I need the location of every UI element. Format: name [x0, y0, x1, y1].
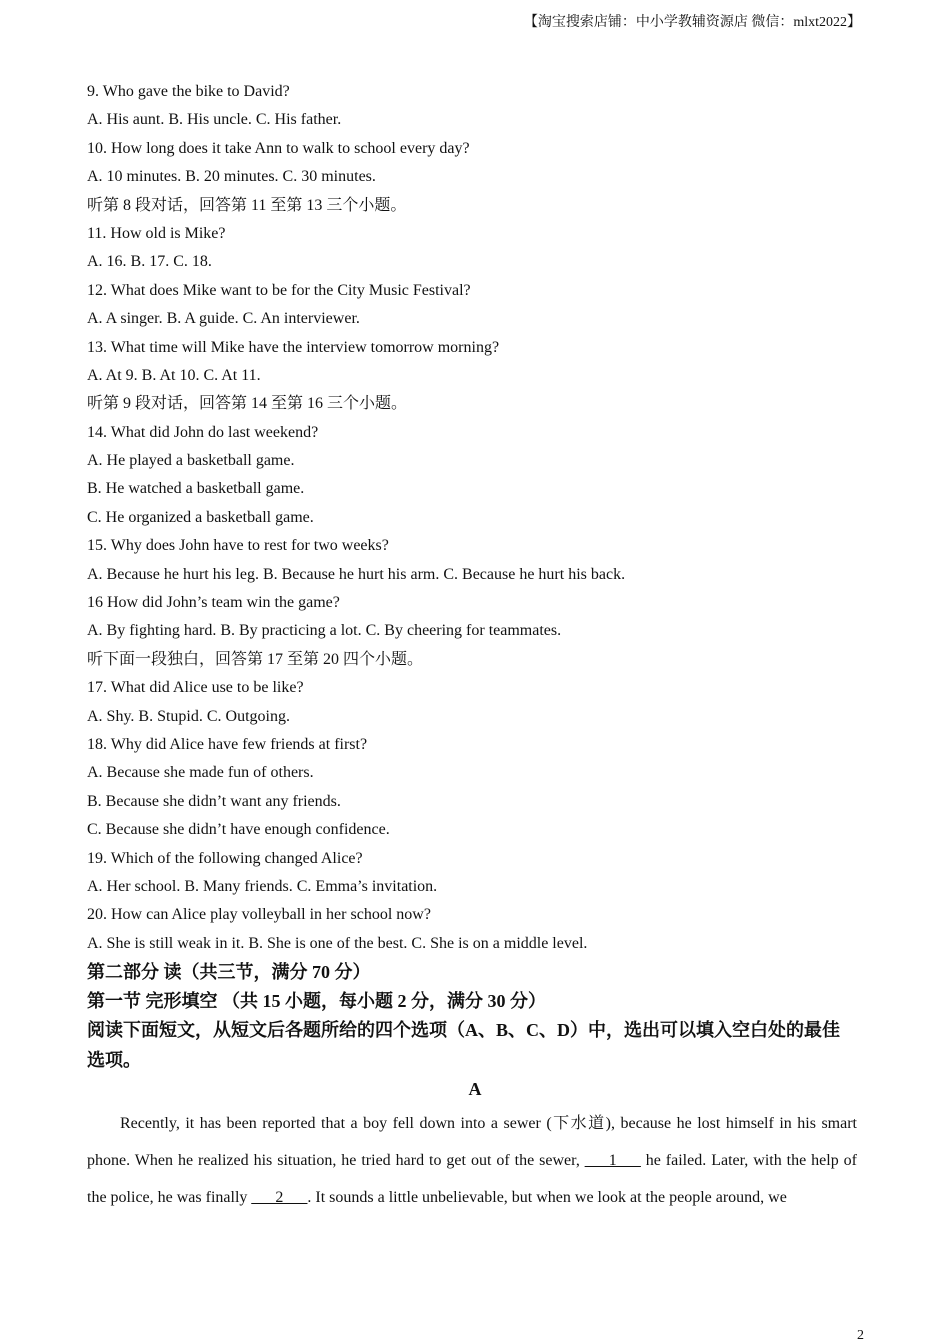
question-18: 18. Why did Alice have few friends at first?: [87, 735, 368, 753]
options-13: A. At 9. B. At 10. C. At 11.: [87, 366, 261, 384]
blank-2: ___2___: [251, 1189, 308, 1207]
document-body: [87, 78, 867, 1216]
instruction-dialogue-9: 听第 9 段对话，回答第 14 至第 16 三个小题。: [87, 395, 408, 413]
option-18b: B. Because she didn’t want any friends.: [87, 792, 341, 810]
question-11: 11. How old is Mike?: [87, 224, 226, 242]
cloze-instruction: 阅读下面短文，从短文后各题所给的四个选项（A、B、C、D）中，选出可以填入空白处的最佳选项。: [87, 1020, 840, 1070]
shop-info-header: 【淘宝搜索店铺：中小学教辅资源店 微信：mlxt2022】: [523, 15, 861, 30]
passage-text-2: he failed. Later, with the help of the police, he was finally: [87, 1152, 858, 1207]
option-14c: C. He organized a basketball game.: [87, 508, 314, 526]
blank-1: ___1___: [584, 1152, 641, 1170]
question-15: 15. Why does John have to rest for two weeks?: [87, 537, 389, 555]
option-18c: C. Because she didn’t have enough confidence.: [87, 821, 390, 839]
cloze-section-title: 第一节 完形填空 （共 15 小题，每小题 2 分，满分 30 分）: [87, 991, 546, 1012]
question-12: 12. What does Mike want to be for the City Music Festival?: [87, 281, 471, 299]
option-14b: B. He watched a basketball game.: [87, 480, 305, 498]
instruction-monologue: 听下面一段独白，回答第 17 至第 20 四个小题。: [87, 650, 424, 668]
options-20: A. She is still weak in it. B. She is one of the best. C. She is on a middle level.: [87, 934, 588, 952]
passage-text-1: Recently, it has been reported that a boy fell down into a sewer (下水道), because he lost himself in his smart phone. When he realized his situation, he tried hard to get out of the sewer,: [87, 1115, 857, 1170]
part-two-title: 第二部分 读（共三节，满分 70 分）: [87, 962, 371, 983]
passage-text-3: . It sounds a little unbelievable, but when we look at the people around, we: [307, 1189, 787, 1207]
options-9: A. His aunt. B. His uncle. C. His father.: [87, 111, 342, 129]
option-18a: A. Because she made fun of others.: [87, 764, 314, 782]
question-20: 20. How can Alice play volleyball in her school now?: [87, 906, 431, 924]
question-13: 13. What time will Mike have the interview tomorrow morning?: [87, 338, 500, 356]
option-14a: A. He played a basketball game.: [87, 452, 295, 470]
question-16: 16 How did John’s team win the game?: [87, 594, 340, 612]
options-11: A. 16. B. 17. C. 18.: [87, 253, 212, 271]
options-12: A. A singer. B. A guide. C. An interviewer.: [87, 310, 360, 328]
options-19: A. Her school. B. Many friends. C. Emma’s invitation.: [87, 877, 438, 895]
options-15: A. Because he hurt his leg. B. Because he hurt his arm. C. Because he hurt his back.: [87, 565, 626, 583]
question-10: 10. How long does it take Ann to walk to school every day?: [87, 139, 470, 157]
cloze-passage: [87, 1105, 857, 1216]
options-17: A. Shy. B. Stupid. C. Outgoing.: [87, 707, 290, 725]
question-19: 19. Which of the following changed Alice?: [87, 849, 363, 867]
question-14: 14. What did John do last weekend?: [87, 423, 319, 441]
options-16: A. By fighting hard. B. By practicing a lot. C. By cheering for teammates.: [87, 622, 562, 640]
page-number: 2: [857, 1328, 864, 1343]
passage-title: A: [468, 1079, 482, 1100]
question-17: 17. What did Alice use to be like?: [87, 679, 304, 697]
options-10: A. 10 minutes. B. 20 minutes. C. 30 minutes.: [87, 168, 376, 186]
instruction-dialogue-8: 听第 8 段对话，回答第 11 至第 13 三个小题。: [87, 196, 407, 214]
question-9: 9. Who gave the bike to David?: [87, 83, 290, 100]
